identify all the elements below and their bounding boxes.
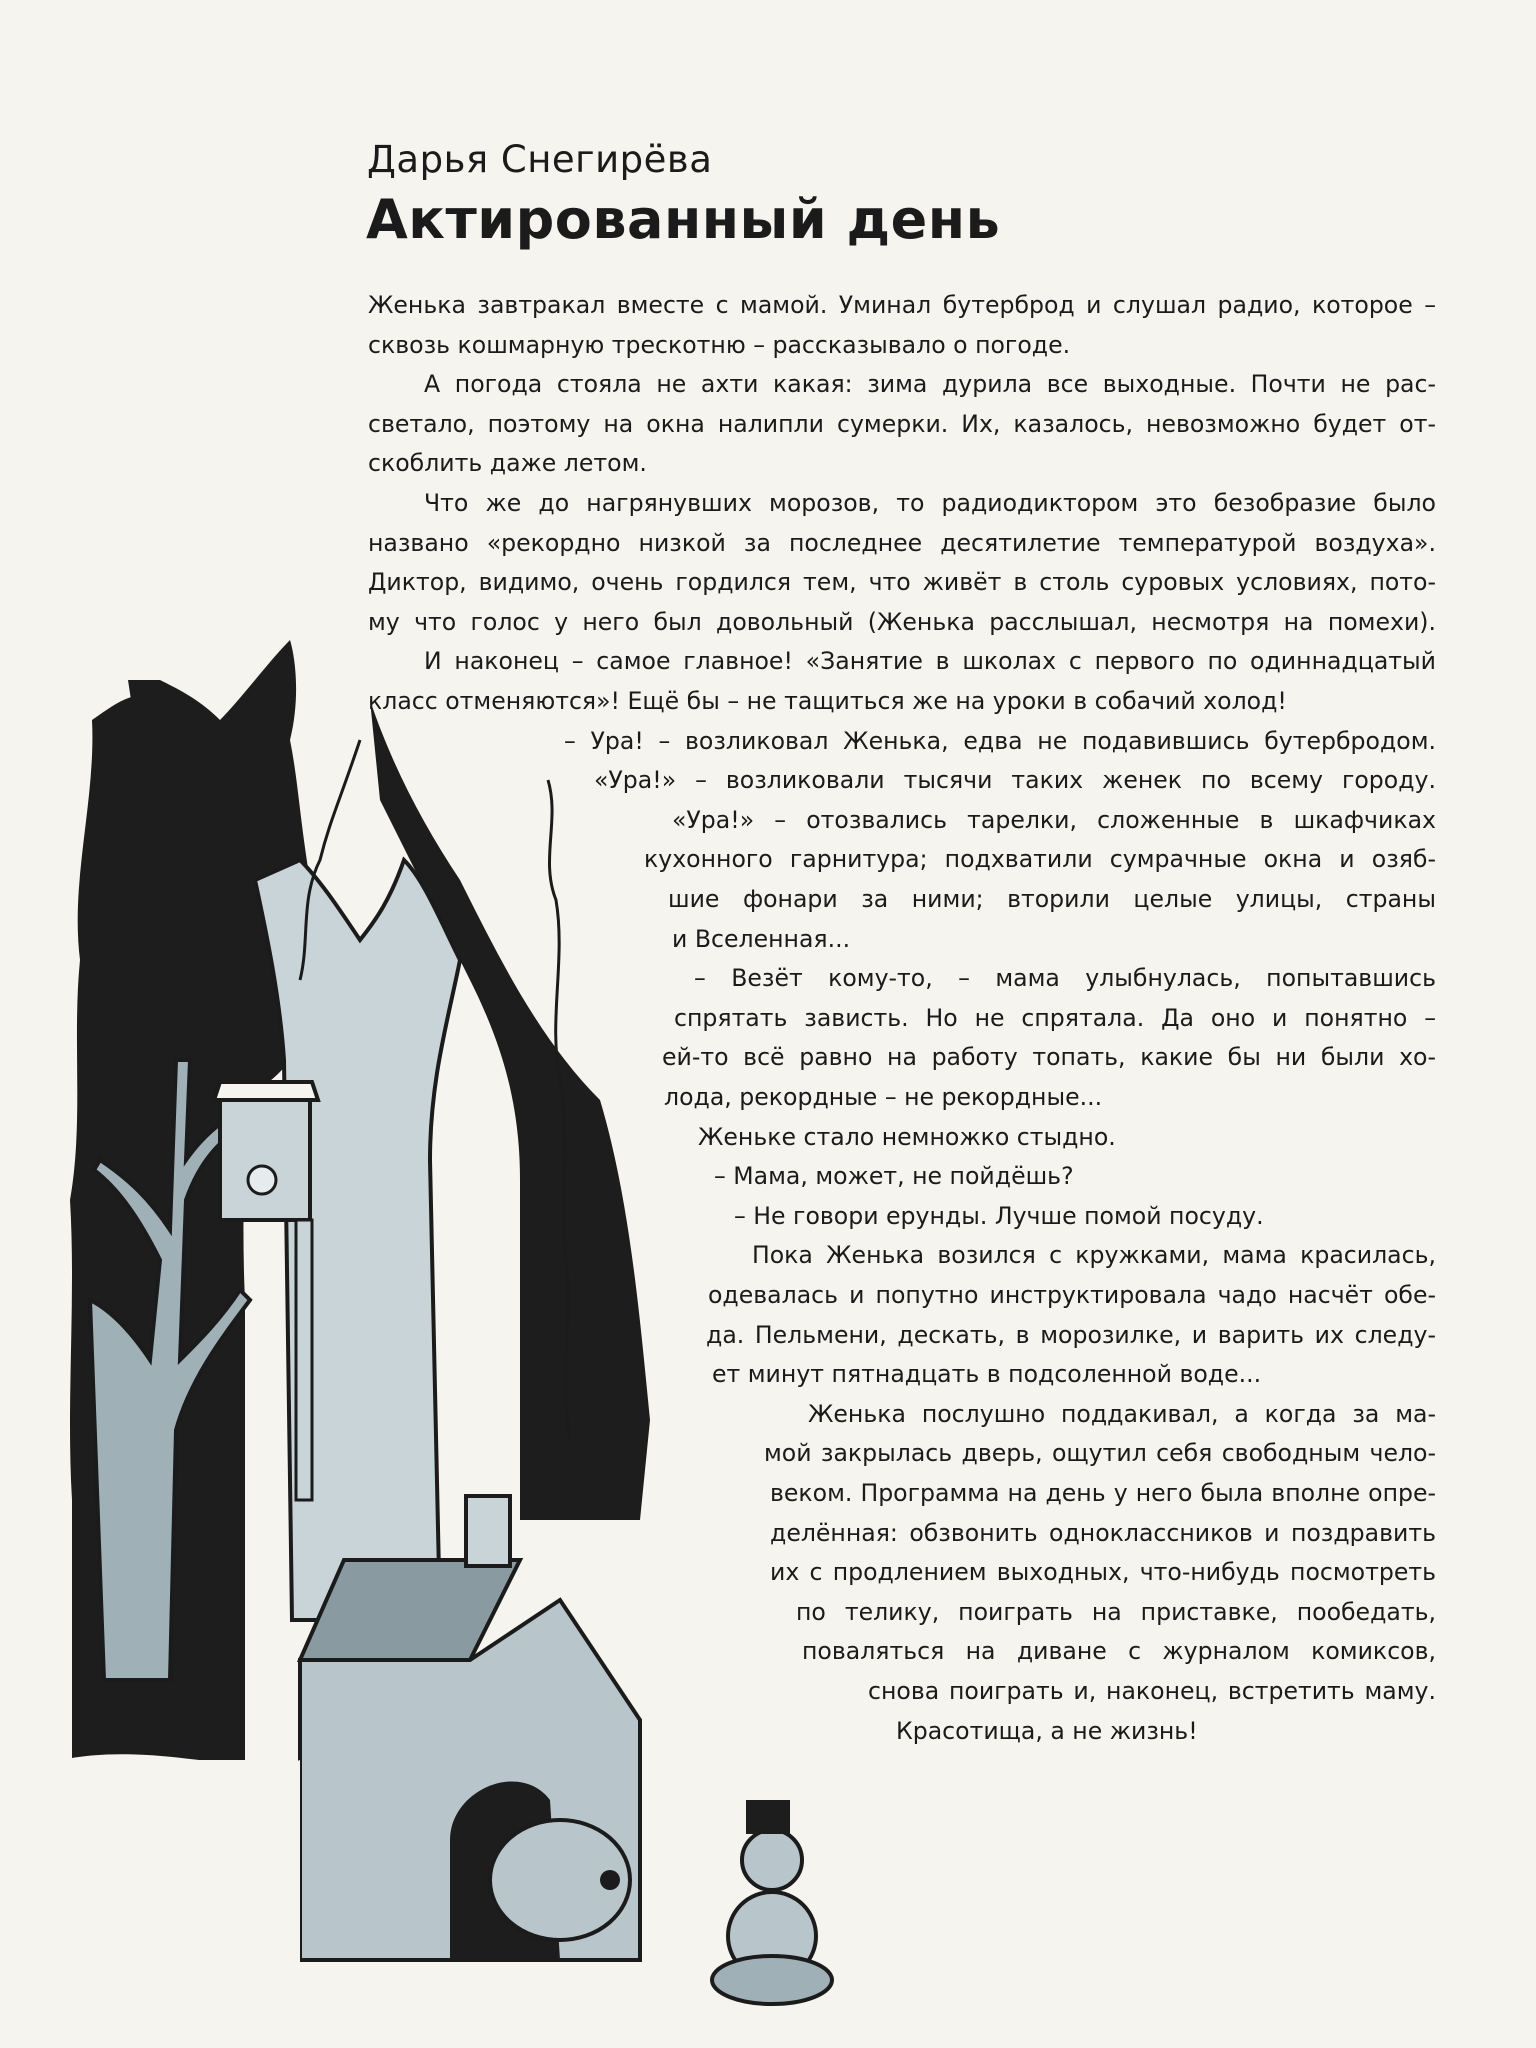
birdhouse-pole — [296, 1220, 312, 1500]
story-line: светало, поэтому на окна налипли сумерки. Их, казалось, невозможно будет от- — [368, 409, 1436, 438]
author-name: Дарья Снегирёва — [367, 138, 713, 181]
story-line: поваляться на диване с журналом комиксов, — [802, 1637, 1436, 1666]
birdhouse-roof — [214, 1082, 318, 1100]
story-line: Женька послушно поддакивал, а когда за ма- — [808, 1399, 1436, 1428]
story-title: Актированный день — [366, 188, 1001, 251]
snowman-hat — [746, 1800, 790, 1834]
story-line: – Не говори ерунды. Лучше помой посуду. — [734, 1201, 1264, 1230]
birdhouse — [220, 1100, 310, 1220]
story-line: кухонного гарнитура; подхватили сумрачные окна и озяб- — [644, 845, 1436, 874]
story-line: одевалась и попутно инструктировала чадо насчёт обе- — [708, 1281, 1436, 1309]
story-line: му что голос у него был довольный (Женька расслышал, несмотря на помехи). — [368, 607, 1436, 636]
story-line: названо «рекордно низкой за последнее десятилетие температурой воздуха». — [368, 528, 1436, 557]
story-line: спрятать зависть. Но не спрятала. Да оно и понятно – — [674, 1003, 1436, 1032]
doghouse-chimney — [466, 1496, 510, 1566]
story-line: шие фонари за ними; вторили целые улицы, страны — [668, 885, 1436, 913]
story-line: снова поиграть и, наконец, встретить маму. — [868, 1677, 1436, 1705]
story-line: Пока Женька возился с кружками, мама красилась, — [752, 1241, 1436, 1270]
story-line: ет минут пятнадцать в подсоленной воде... — [712, 1360, 1262, 1389]
story-line: – Ура! – возликовал Женька, едва не подавившись бутербродом. — [564, 726, 1436, 755]
story-line: и Вселенная... — [672, 924, 851, 953]
story-line: лода, рекордные – не рекордные... — [664, 1083, 1103, 1111]
story-line: да. Пельмени, дескать, в морозилке, и варить их следу- — [706, 1320, 1436, 1349]
story-line: сквозь кошмарную трескотню – рассказывало о погоде. — [368, 330, 1071, 359]
story-line: их с продлением выходных, что-нибудь посмотреть — [770, 1558, 1436, 1587]
story-line: Что же до нагрянувших морозов, то радиодиктором это безобразие было — [424, 489, 1436, 517]
story-line: Женьке стало немножко стыдно. — [698, 1122, 1116, 1151]
dog-nose — [600, 1870, 620, 1890]
story-line: по телику, поиграть на приставке, пообедать, — [796, 1597, 1436, 1626]
story-line: – Везёт кому-то, – мама улыбнулась, попытавшись — [694, 964, 1436, 993]
story-line: ей-то всё равно на работу топать, какие бы ни были хо- — [662, 1043, 1436, 1072]
snowman-head — [742, 1830, 802, 1890]
story-line: веком. Программа на день у него была вполне опре- — [770, 1479, 1436, 1507]
story-line: «Ура!» – отозвались тарелки, сложенные в шкафчиках — [672, 805, 1436, 834]
snowman-base — [712, 1956, 832, 2004]
snow-ground — [60, 1754, 300, 2048]
story-line: скоблить даже летом. — [368, 449, 647, 478]
story-line: Женька завтракал вместе с мамой. Уминал бутерброд и слушал радио, которое – — [368, 291, 1436, 319]
story-line: Красотища, а не жизнь! — [896, 1716, 1198, 1745]
birdhouse-hole — [248, 1166, 276, 1194]
story-line: – Мама, может, не пойдёшь? — [714, 1162, 1074, 1191]
story-line: класс отменяются»! Ещё бы – не тащиться же на уроки в собачий холод! — [368, 687, 1287, 715]
story-line: «Ура!» – возликовали тысячи таких женек по всему городу. — [594, 766, 1436, 795]
tree-trunk — [255, 860, 460, 1620]
story-line: делённая: обзвонить одноклассников и поздравить — [770, 1518, 1436, 1547]
story-line: А погода стояла не ахти какая: зима дурила все выходные. Почти не рас- — [424, 370, 1436, 399]
story-line: И наконец – самое главное! «Занятие в школах с первого по одиннадцатый — [424, 647, 1436, 676]
story-line: мой закрылась дверь, ощутил себя свободным чело- — [764, 1439, 1436, 1468]
story-line: Диктор, видимо, очень гордился тем, что живёт в столь суровых условиях, пото- — [368, 568, 1436, 597]
